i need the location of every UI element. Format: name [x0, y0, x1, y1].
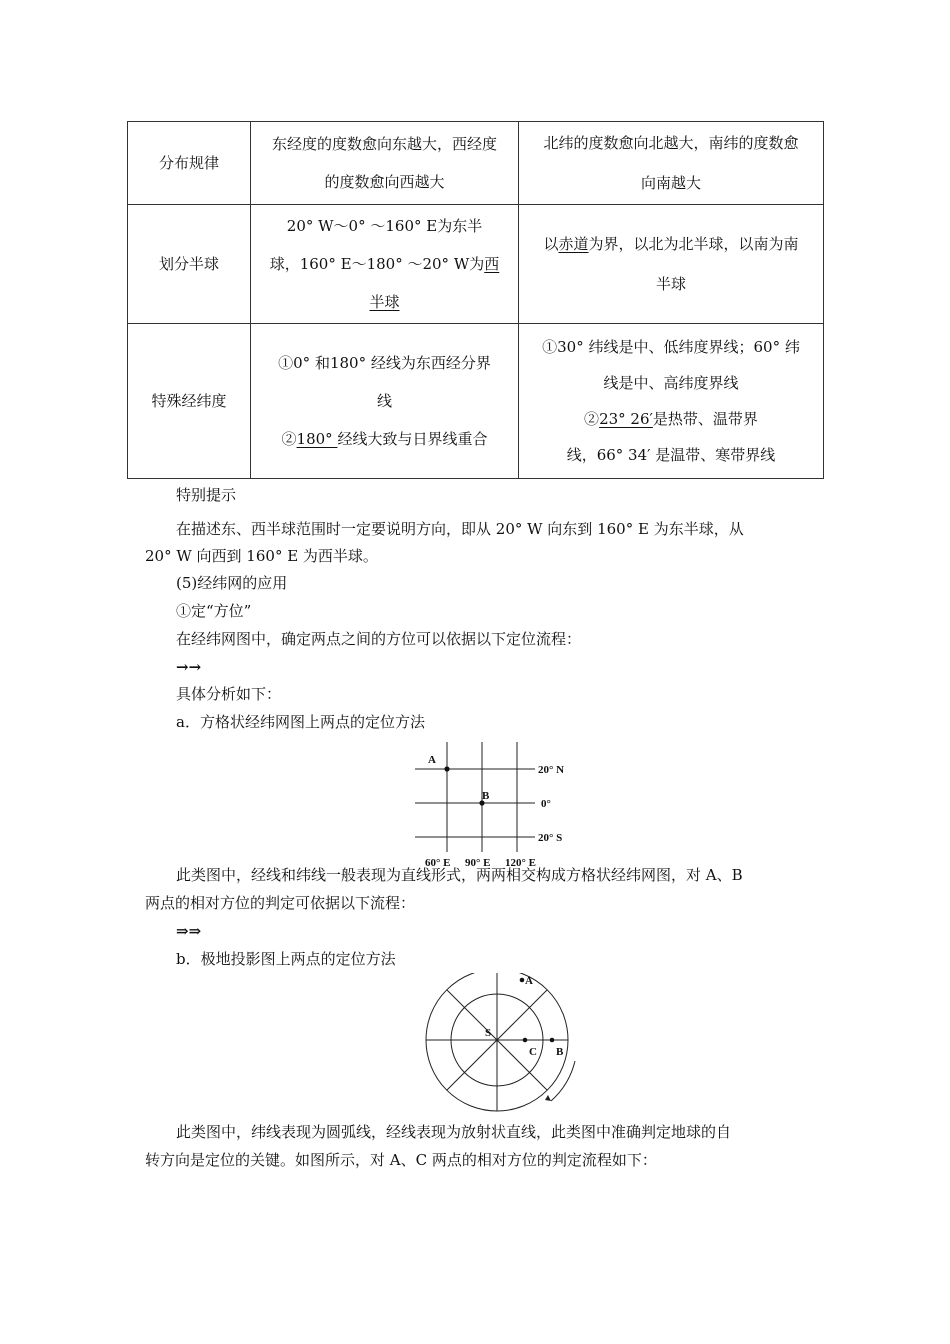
tip-title: 特别提示	[176, 486, 237, 504]
cell-text: 向南越大	[640, 174, 701, 192]
point-b-marker	[550, 1038, 555, 1043]
point-a-label: A	[428, 754, 436, 766]
cell-text: ②	[281, 430, 297, 448]
cell-text: ①30° 纬线是中、低纬度界线；60° 纬	[542, 338, 800, 356]
paragraph-line: 具体分析如下：	[176, 685, 282, 703]
cell-text: 北纬的度数愈向北越大，南纬的度数愈	[543, 134, 799, 152]
cell-text: 球，160° E～180° ～20° W为	[269, 255, 485, 273]
paragraph-line: 此类图中，经线和纬线一般表现为直线形式，两两相交构成方格状经纬网图，对 A、B	[176, 866, 743, 884]
cell-text: 为界，以北为北半球，以南为南	[588, 235, 799, 253]
underlined-text: 赤道	[558, 235, 589, 253]
polar-projection-figure	[405, 973, 590, 1118]
cell-text: ①0° 和180° 经线为东西经分界	[278, 354, 491, 372]
cell-text: 经线大致与日界线重合	[337, 430, 488, 448]
rotation-arrow-icon	[545, 1095, 551, 1101]
subsection-heading: b．极地投影图上两点的定位方法	[176, 950, 396, 968]
longitude-cell	[251, 205, 519, 324]
underlined-text: 23° 26′	[599, 410, 653, 428]
table-row	[128, 205, 824, 324]
row-header: 特殊经纬度	[128, 324, 251, 479]
cell-text: 的度数愈向西越大	[324, 173, 445, 191]
underlined-text: 半球	[369, 293, 400, 311]
longitude-cell	[251, 122, 519, 205]
point-a-marker	[520, 978, 525, 983]
paragraph-line: 在描述东、西半球范围时一定要说明方向，即从 20° W 向东到 160° E 为东半球，从	[176, 520, 744, 538]
center-label: S	[485, 1027, 492, 1039]
latitude-cell	[519, 122, 824, 205]
cell-text: 20° W～0° ～160° E为东半	[286, 217, 483, 235]
point-b-label: B	[482, 790, 490, 802]
longitude-cell	[251, 324, 519, 479]
coordinate-table	[127, 121, 824, 479]
table-row	[128, 324, 824, 479]
paragraph-line: 两点的相对方位的判定可依据以下流程：	[145, 894, 416, 912]
row-header: 分布规律	[128, 122, 251, 205]
subsection-heading: a．方格状经纬网图上两点的定位方法	[176, 713, 425, 731]
cell-text: ②	[584, 410, 600, 428]
cell-text: 以	[543, 235, 559, 253]
flow-arrows: ⇒⇒	[176, 922, 202, 940]
cell-text: 线	[376, 392, 392, 410]
cell-text: 线，66° 34′ 是温带、寒带界线	[566, 446, 776, 464]
lat-label: 20° S	[538, 832, 563, 844]
table-row	[128, 122, 824, 205]
point-b-label: B	[556, 1046, 564, 1058]
cell-text: 半球	[655, 275, 686, 293]
point-c-label: C	[529, 1046, 537, 1058]
point-c-marker	[523, 1038, 528, 1043]
cell-text: 东经度的度数愈向东越大，西经度	[271, 135, 497, 153]
grid-graticule-figure	[405, 738, 585, 873]
cell-text: 线是中、高纬度界线	[603, 374, 739, 392]
lon-label: 60° E	[425, 857, 451, 869]
point-a-marker	[444, 766, 449, 771]
latitude-cell	[519, 324, 824, 479]
underlined-text: 180°	[296, 430, 338, 448]
paragraph-line: 在经纬网图中，确定两点之间的方位可以依据以下定位流程：	[176, 630, 582, 648]
section-heading: (5)经纬网的应用	[176, 574, 288, 592]
point-a-label: A	[525, 975, 533, 987]
paragraph-line: 20° W 向西到 160° E 为西半球。	[145, 547, 378, 565]
lat-label: 0°	[541, 798, 551, 810]
paragraph-line: 此类图中，纬线表现为圆弧线，经线表现为放射状直线，此类图中准确判定地球的自	[176, 1123, 732, 1141]
row-header: 划分半球	[128, 205, 251, 324]
paragraph-line: 转方向是定位的关键。如图所示，对 A、C 两点的相对方位的判定流程如下：	[145, 1151, 657, 1169]
flow-arrows: →→	[176, 658, 202, 676]
underlined-text: 西	[484, 255, 500, 273]
subsection-heading: ①定“方位”	[176, 602, 252, 620]
cell-text: 是热带、温带界	[652, 410, 758, 428]
lat-label: 20° N	[538, 764, 565, 776]
lon-label: 90° E	[465, 857, 491, 869]
lon-label: 120° E	[505, 857, 536, 869]
latitude-cell	[519, 205, 824, 324]
